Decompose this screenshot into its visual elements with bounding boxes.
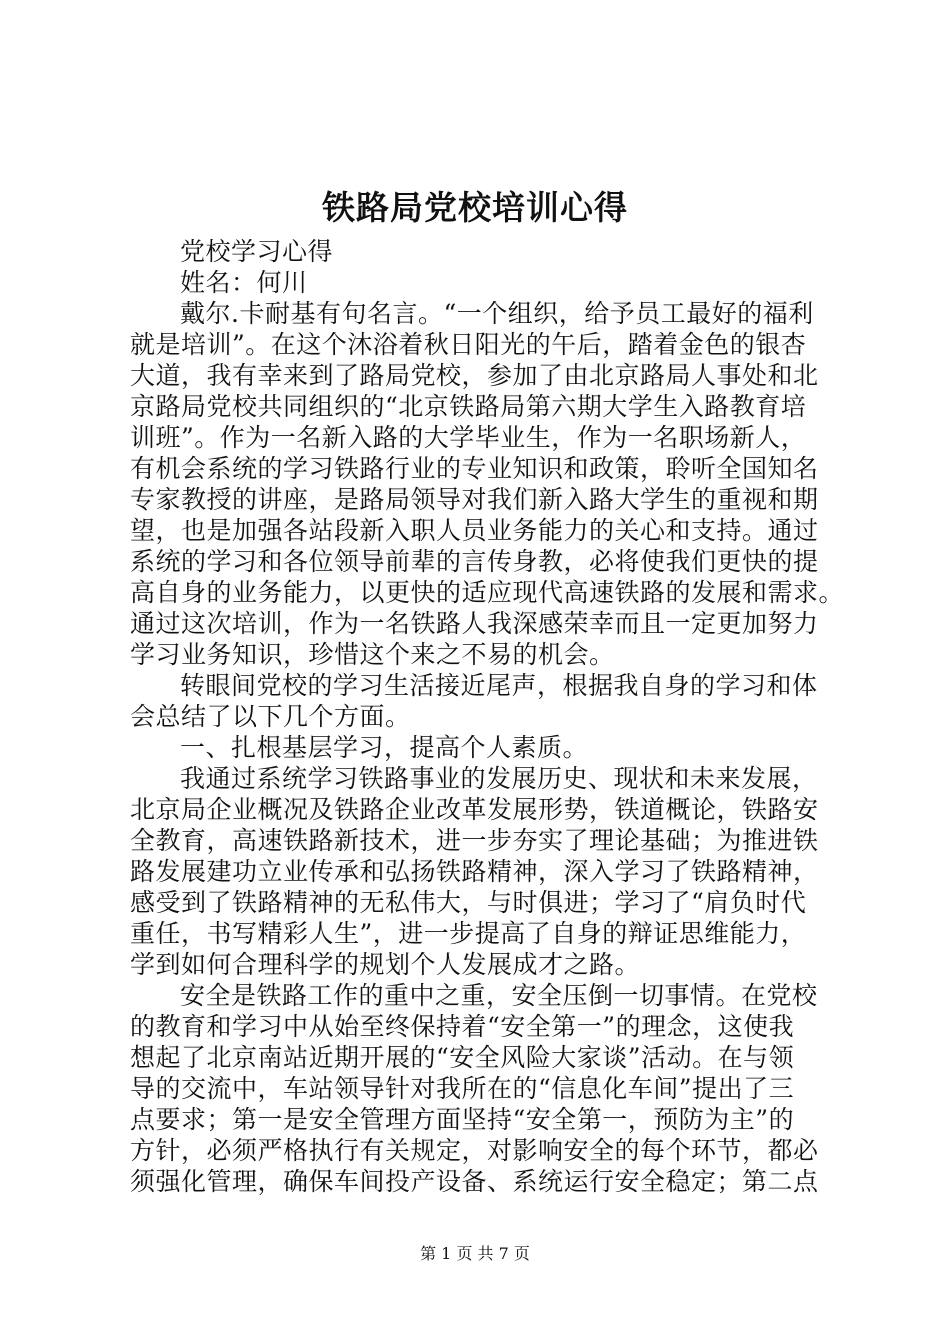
body-line: 重任，书写精彩人生”，进一步提高了自身的辩证思维能力，	[130, 919, 807, 948]
body-line: 路发展建功立业传承和弘扬铁路精神，深入学习了铁路精神，	[130, 857, 819, 886]
body-line: 点要求；第一是安全管理方面坚持“安全第一，预防为主”的	[130, 1105, 795, 1134]
document-body	[130, 236, 845, 1197]
body-line: 会总结了以下几个方面。	[130, 702, 411, 731]
body-line: 方针，必须严格执行有关规定，对影响安全的每个环节，都必	[130, 1136, 819, 1165]
body-line: 全教育，高速铁路新技术，进一步夯实了理论基础；为推进铁	[130, 826, 819, 855]
body-line: 党校学习心得	[180, 237, 334, 266]
body-line: 须强化管理，确保车间投产设备、系统运行安全稳定；第二点	[130, 1167, 819, 1196]
body-line: 大道，我有幸来到了路局党校，参加了由北京路局人事处和北	[130, 361, 819, 390]
body-line: 学习业务知识，珍惜这个来之不易的机会。	[130, 640, 615, 669]
body-line: 想起了北京南站近期开展的“安全风险大家谈”活动。在与领	[130, 1043, 795, 1072]
body-line: 安全是铁路工作的重中之重，安全压倒一切事情。在党校	[180, 981, 818, 1010]
body-line: 高自身的业务能力，以更快的适应现代高速铁路的发展和需求。	[130, 578, 845, 607]
body-line: 一、扎根基层学习，提高个人素质。	[180, 733, 589, 762]
body-line: 训班”。作为一名新入路的大学毕业生，作为一名职场新人，	[130, 423, 807, 452]
body-line: 导的交流中，车站领导针对我所在的“信息化车间”提出了三	[130, 1074, 795, 1103]
body-line: 京路局党校共同组织的“北京铁路局第六期大学生入路教育培	[130, 392, 807, 421]
body-line: 感受到了铁路精神的无私伟大，与时俱进；学习了“肩负时代	[130, 888, 807, 917]
body-line: 的教育和学习中从始至终保持着“安全第一”的理念，这使我	[130, 1012, 795, 1041]
body-line: 学到如何合理科学的规划个人发展成才之路。	[130, 950, 641, 979]
body-line: 姓名：何川	[180, 268, 308, 297]
body-line: 系统的学习和各位领导前辈的言传身教，必将使我们更快的提	[130, 547, 819, 576]
body-line: 我通过系统学习铁路事业的发展历史、现状和未来发展，	[180, 764, 818, 793]
body-line: 戴尔.卡耐基有句名言。“一个组织，给予员工最好的福利	[180, 299, 814, 328]
body-line: 转眼间党校的学习生活接近尾声，根据我自身的学习和体	[180, 671, 818, 700]
body-line: 专家教授的讲座，是路局领导对我们新入路大学生的重视和期	[130, 485, 819, 514]
page-footer: 第 1 页 共 7 页	[420, 1244, 530, 1263]
document-title: 铁路局党校培训心得	[322, 188, 628, 227]
body-line: 望，也是加强各站段新入职人员业务能力的关心和支持。通过	[130, 516, 819, 545]
body-line: 北京局企业概况及铁路企业改革发展形势，铁道概论，铁路安	[130, 795, 819, 824]
body-line: 通过这次培训，作为一名铁路人我深感荣幸而且一定更加努力	[130, 609, 819, 638]
body-line: 就是培训”。在这个沐浴着秋日阳光的午后，踏着金色的银杏	[130, 330, 807, 359]
body-line: 有机会系统的学习铁路行业的专业知识和政策，聆听全国知名	[130, 454, 819, 483]
